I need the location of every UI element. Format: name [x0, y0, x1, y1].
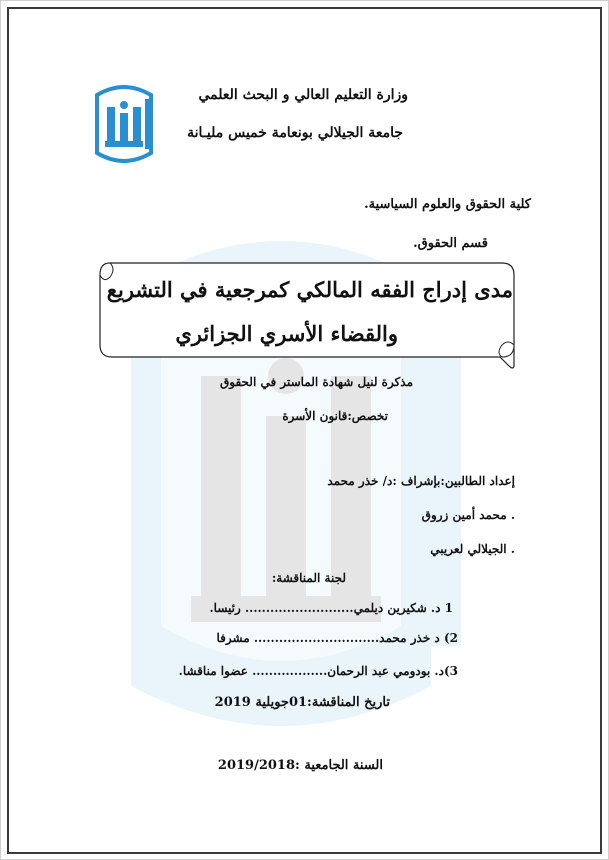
thesis-title-line-2: والقضاء الأسري الجزائري: [175, 321, 398, 346]
thesis-title-line-1: مدى إدراج الفقه المالكي كمرجعية في التشريع: [106, 277, 513, 302]
discussion-date: تاريخ المناقشة:01جويلية 2019: [214, 695, 390, 710]
university-logo: [89, 83, 159, 171]
memo-subtitle: مذكرة لنيل شهادة الماستر في الحقوق: [219, 375, 413, 389]
department-name: قسم الحقوق.: [413, 236, 488, 251]
ministry-name: وزارة التعليم العالي و البحث العلمي: [198, 87, 408, 103]
university-name: جامعة الجيلالي بونعامة خميس مليـانة: [187, 125, 403, 141]
prepared-by: إعداد الطالبين:بإشراف :د/ خذر محمد: [327, 474, 515, 488]
student-name-2: . الجيلالي لعريبي: [430, 542, 515, 556]
academic-year: السنة الجامعية :2019/2018: [217, 758, 383, 773]
committee-member-3: 3)د. بودومي عبد الرحمان.................. عضوا مناقشا.: [178, 664, 458, 678]
committee-member-2: 2) د خذر محمد.............................. مشرفا: [216, 631, 458, 645]
university-logo-icon: [89, 83, 159, 171]
title-scroll-banner: [96, 253, 516, 373]
specialty: تخصص:قانون الأسرة: [282, 409, 388, 423]
student-name-1: . محمد أمين زروق: [421, 508, 515, 522]
committee-title: لجنة المناقشة:: [271, 571, 346, 585]
faculty-name: كلية الحقوق والعلوم السياسية.: [364, 197, 531, 212]
committee-member-1: 1 د. شكيرين ديلمي.......................... رئيسا.: [209, 601, 453, 615]
